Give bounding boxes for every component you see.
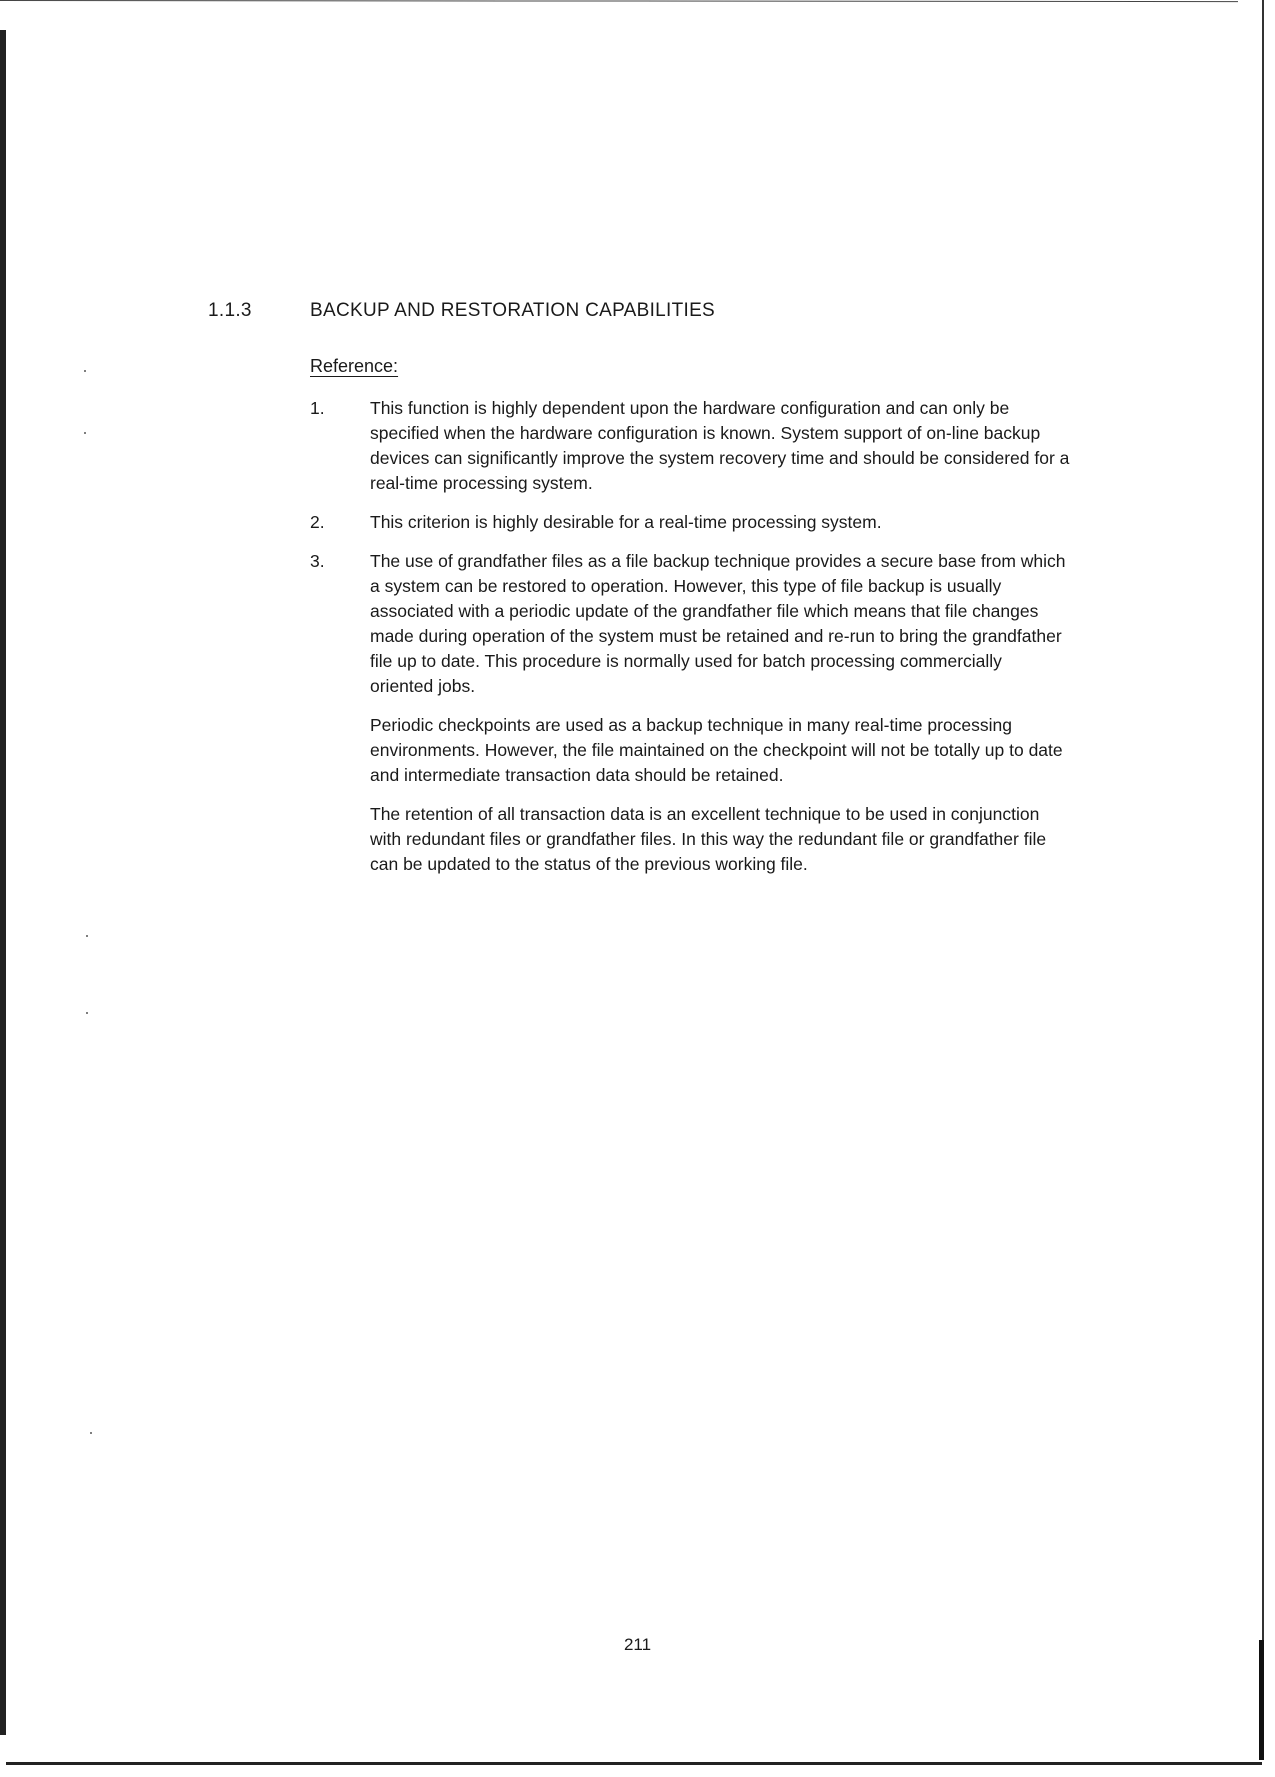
- reference-item: [310, 510, 1070, 535]
- reference-item: [310, 549, 1070, 877]
- reference-paragraph: This function is highly dependent upon the hardware configuration and can only be specified when the hardware configuration is known. System support of on-line backup devices can significantly improve the system recovery time and should be considered for a real-time processing system.: [370, 398, 1070, 493]
- section-number: 1.1.3: [208, 300, 252, 321]
- reference-paragraph: Periodic checkpoints are used as a backup technique in many real-time processing environments. However, the file maintained on the checkpoint will not be totally up to date and intermediate transaction data should be retained.: [370, 715, 1063, 785]
- scan-speck: [86, 935, 88, 937]
- reference-item-body: [370, 396, 1070, 496]
- reference-item-body: [370, 549, 1070, 877]
- reference-label: Reference:: [310, 356, 399, 376]
- reference-item-number: 2.: [310, 512, 325, 532]
- section-title: BACKUP AND RESTORATION CAPABILITIES: [310, 300, 716, 321]
- section-heading: [208, 300, 715, 322]
- scan-edge-bottom: [6, 1762, 1262, 1765]
- scan-edge-top: [0, 0, 1238, 2]
- scan-edge-right: [1262, 0, 1264, 1760]
- page-number: 211: [623, 1635, 652, 1654]
- reference-item-body: [370, 510, 1070, 535]
- scan-edge-right-shadow: [1259, 1640, 1264, 1760]
- scan-speck: [86, 1012, 88, 1014]
- reference-list: [310, 396, 1070, 891]
- reference-paragraph: The use of grandfather files as a file backup technique provides a secure base from which a system can be restored to operation. However, this type of file backup is usually associated with a periodic update of the grandfather file which means that file changes made during operation of the system must be retained and re-run to bring the grandfather file up to date. This procedure is normally used for batch processing commercially oriented jobs.: [370, 551, 1066, 696]
- reference-item: [310, 396, 1070, 496]
- scan-speck: [84, 370, 86, 372]
- scan-speck: [90, 1432, 92, 1434]
- scan-edge-left: [0, 30, 6, 1735]
- scan-speck: [84, 432, 86, 434]
- reference-paragraph: This criterion is highly desirable for a real-time processing system.: [370, 512, 882, 532]
- reference-paragraph: The retention of all transaction data is an excellent technique to be used in conjunction with redundant files or grandfather files. In this way the redundant file or grandfather file can be updated to the status of the previous working file.: [370, 804, 1047, 874]
- reference-item-number: 1.: [310, 398, 325, 418]
- reference-item-number: 3.: [310, 551, 325, 571]
